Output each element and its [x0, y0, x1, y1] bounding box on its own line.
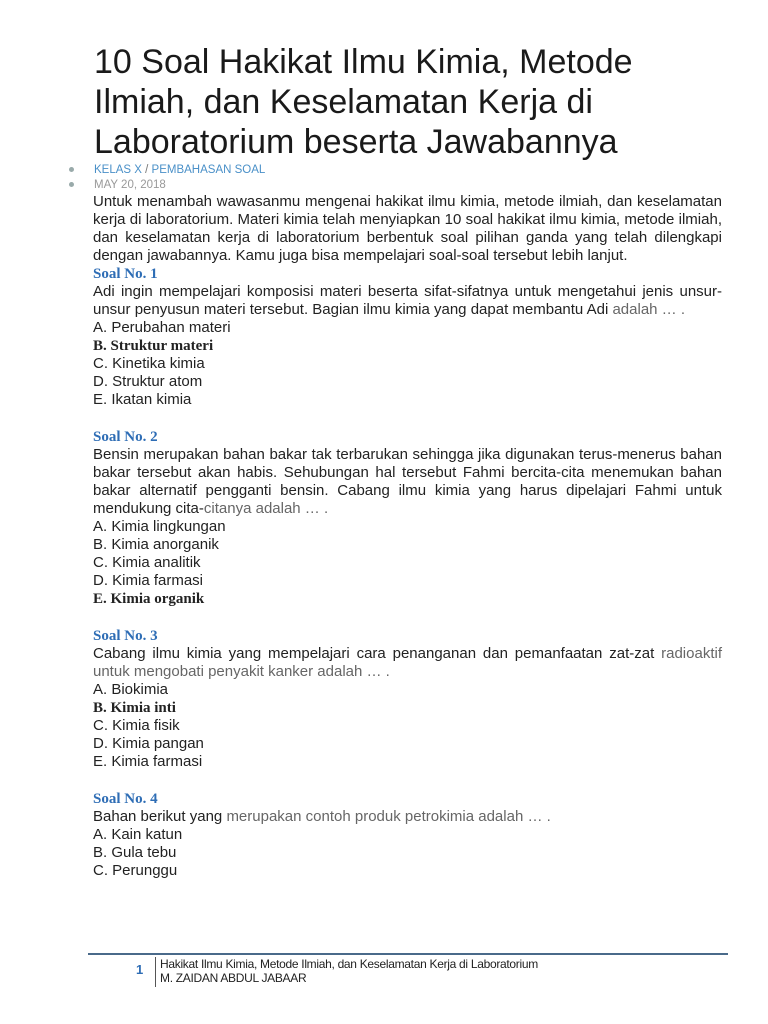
option-a: A. Perubahan materi: [93, 319, 231, 336]
option-c: C. Kimia analitik: [93, 554, 201, 571]
footer: [160, 957, 538, 985]
option-d: D. Kimia pangan: [93, 735, 204, 752]
question-heading: Soal No. 3: [93, 628, 158, 644]
option-b: B. Kimia anorganik: [93, 536, 219, 553]
question-block: [93, 627, 722, 771]
option-a: A. Biokimia: [93, 681, 169, 698]
question-text: Bensin merupakan bahan bakar tak terbarukan sehingga jika digunakan terus-menerus bahan bakar tersebut akan habis. Sehubungan hal tersebut Fahmi bercita-cita menemukan bahan bakar alternatif pengganti bensin. Cabang ilmu kimia yang harus dipelajari Fahmi untuk mendukung cita-citanya adalah … .: [93, 446, 722, 517]
question-block: [93, 790, 722, 880]
post-date: MAY 20, 2018: [94, 179, 166, 191]
footer-title: Hakikat Ilmu Kimia, Metode Ilmiah, dan Keselamatan Kerja di Laboratorium: [160, 957, 538, 971]
footer-separator: [155, 957, 156, 987]
bullet-icon: [69, 182, 74, 187]
question-heading: Soal No. 4: [93, 791, 158, 807]
category-separator: /: [141, 164, 152, 176]
option-e-answer: E. Kimia organik: [93, 591, 205, 607]
question-text: Adi ingin mempelajari komposisi materi beserta sifat-sifatnya untuk mengetahui jenis unsur-unsur penyusun materi tersebut. Bagian ilmu kimia yang dapat membantu Adi adalah … .: [93, 283, 722, 318]
question-text: Cabang ilmu kimia yang mempelajari cara penanganan dan pemanfaatan zat-zat radioaktif untuk mengobati penyakit kanker adalah … .: [93, 645, 722, 680]
article-body: [93, 193, 722, 880]
page-number: 1: [136, 962, 144, 977]
question-block: [93, 265, 722, 409]
option-c: C. Kimia fisik: [93, 717, 180, 734]
question-text: Bahan berikut yang merupakan contoh produk petrokimia adalah … .: [93, 808, 551, 825]
option-b-answer: B. Struktur materi: [93, 338, 214, 354]
question-heading: Soal No. 2: [93, 429, 158, 445]
question-block: [93, 428, 722, 608]
page-title: 10 Soal Hakikat Ilmu Kimia, Metode Ilmiah, dan Keselamatan Kerja di Laboratorium beserta Jawabannya: [94, 43, 633, 161]
option-d: D. Struktur atom: [93, 373, 203, 390]
option-d: D. Kimia farmasi: [93, 572, 204, 589]
subcategory-link[interactable]: PEMBAHASAN SOAL: [151, 164, 266, 176]
option-a: A. Kimia lingkungan: [93, 518, 226, 535]
question-heading: Soal No. 1: [93, 266, 158, 282]
option-c: C. Perunggu: [93, 862, 178, 879]
option-c: C. Kinetika kimia: [93, 355, 205, 372]
footer-author: M. ZAIDAN ABDUL JABAAR: [160, 971, 307, 985]
option-b: B. Gula tebu: [93, 844, 177, 861]
bullet-icon: [69, 167, 74, 172]
option-a: A. Kain katun: [93, 826, 183, 843]
option-e: E. Ikatan kimia: [93, 391, 192, 408]
option-e: E. Kimia farmasi: [93, 753, 203, 770]
option-b-answer: B. Kimia inti: [93, 700, 176, 716]
intro-paragraph: Untuk menambah wawasanmu mengenai hakikat ilmu kimia, metode ilmiah, dan keselamatan kerja di laboratorium. Materi kimia telah menyiapkan 10 soal hakikat ilmu kimia, metode ilmiah, dan keselamatan kerja di laboratorium berbentuk soal pilihan ganda yang telah dilengkapi dengan jawabannya. Kamu juga bisa mempelajari soal-soal tersebut lebih lanjut.: [93, 193, 722, 264]
category-link[interactable]: KELAS X: [94, 164, 142, 176]
footer-divider: [88, 953, 728, 955]
